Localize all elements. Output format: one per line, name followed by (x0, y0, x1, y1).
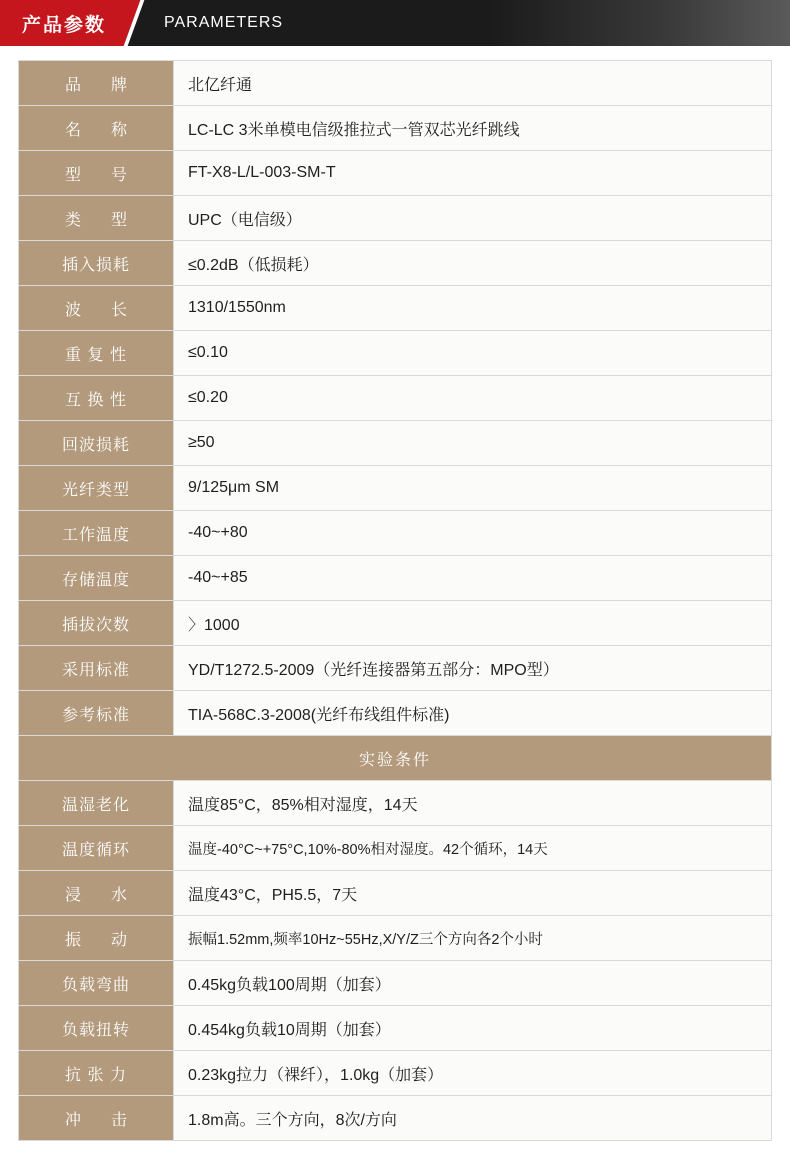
row-label: 名 称 (19, 106, 174, 151)
row-label: 重 复 性 (19, 331, 174, 376)
row-value: ≤0.10 (174, 331, 772, 376)
row-label: 品 牌 (19, 61, 174, 106)
row-label: 回波损耗 (19, 421, 174, 466)
header-divider-slash (124, 0, 150, 46)
row-label: 工作温度 (19, 511, 174, 556)
table-row (19, 466, 772, 511)
row-value: ≤0.2dB（低损耗） (174, 241, 772, 286)
row-label: 光纤类型 (19, 466, 174, 511)
row-label: 抗 张 力 (19, 1051, 174, 1096)
row-value: 0.454kg负载10周期（加套） (174, 1006, 772, 1051)
table-row (19, 1006, 772, 1051)
table-row (19, 556, 772, 601)
table-row (19, 61, 772, 106)
row-value: TIA-568C.3-2008(光纤布线组件标准) (174, 691, 772, 736)
row-label: 互 换 性 (19, 376, 174, 421)
row-label: 参考标准 (19, 691, 174, 736)
row-label: 振 动 (19, 916, 174, 961)
row-value: 0.45kg负载100周期（加套） (174, 961, 772, 1006)
row-value: 〉1000 (174, 601, 772, 646)
header-gradient (490, 0, 790, 46)
table-row (19, 1096, 772, 1141)
table-row (19, 961, 772, 1006)
row-label: 温度循环 (19, 826, 174, 871)
spec-table-wrapper (0, 46, 790, 1151)
row-value: FT-X8-L/L-003-SM-T (174, 151, 772, 196)
row-label: 采用标准 (19, 646, 174, 691)
row-value: -40~+85 (174, 556, 772, 601)
spec-table (18, 60, 772, 1141)
table-row (19, 376, 772, 421)
row-label: 型 号 (19, 151, 174, 196)
row-value: 温度-40°C~+75°C,10%-80%相对湿度。42个循环，14天 (174, 826, 772, 871)
row-label: 负载扭转 (19, 1006, 174, 1051)
row-label: 波 长 (19, 286, 174, 331)
table-row (19, 196, 772, 241)
row-value: ≥50 (174, 421, 772, 466)
table-row (19, 871, 772, 916)
table-row (19, 241, 772, 286)
table-row (19, 286, 772, 331)
table-row (19, 331, 772, 376)
row-value: UPC（电信级） (174, 196, 772, 241)
row-label: 冲 击 (19, 1096, 174, 1141)
row-label: 温湿老化 (19, 781, 174, 826)
table-row (19, 1051, 772, 1096)
section-title: 实验条件 (19, 736, 772, 781)
row-label: 插入损耗 (19, 241, 174, 286)
table-row (19, 781, 772, 826)
row-value: 振幅1.52mm,频率10Hz~55Hz,X/Y/Z三个方向各2个小时 (174, 916, 772, 961)
row-value: LC-LC 3米单模电信级推拉式一管双芯光纤跳线 (174, 106, 772, 151)
table-row (19, 826, 772, 871)
table-row (19, 106, 772, 151)
row-value: -40~+80 (174, 511, 772, 556)
table-row (19, 916, 772, 961)
table-row (19, 421, 772, 466)
row-label: 负载弯曲 (19, 961, 174, 1006)
row-value: 1.8m高。三个方向，8次/方向 (174, 1096, 772, 1141)
row-value: 温度43°C，PH5.5，7天 (174, 871, 772, 916)
row-value: ≤0.20 (174, 376, 772, 421)
table-row (19, 151, 772, 196)
section-divider-row (19, 736, 772, 781)
row-value: 0.23kg拉力（裸纤），1.0kg（加套） (174, 1051, 772, 1096)
row-value: 温度85°C，85%相对湿度，14天 (174, 781, 772, 826)
header-title-en: PARAMETERS (164, 14, 284, 31)
row-label: 类 型 (19, 196, 174, 241)
row-value: 9/125μm SM (174, 466, 772, 511)
table-row (19, 601, 772, 646)
table-row (19, 511, 772, 556)
row-value: 北亿纤通 (174, 61, 772, 106)
section-header (0, 0, 790, 46)
table-row (19, 691, 772, 736)
row-value: 1310/1550nm (174, 286, 772, 331)
header-title-cn: 产品参数 (0, 0, 124, 46)
row-label: 存储温度 (19, 556, 174, 601)
table-row (19, 646, 772, 691)
row-label: 插拔次数 (19, 601, 174, 646)
row-label: 浸 水 (19, 871, 174, 916)
row-value: YD/T1272.5-2009（光纤连接器第五部分：MPO型） (174, 646, 772, 691)
